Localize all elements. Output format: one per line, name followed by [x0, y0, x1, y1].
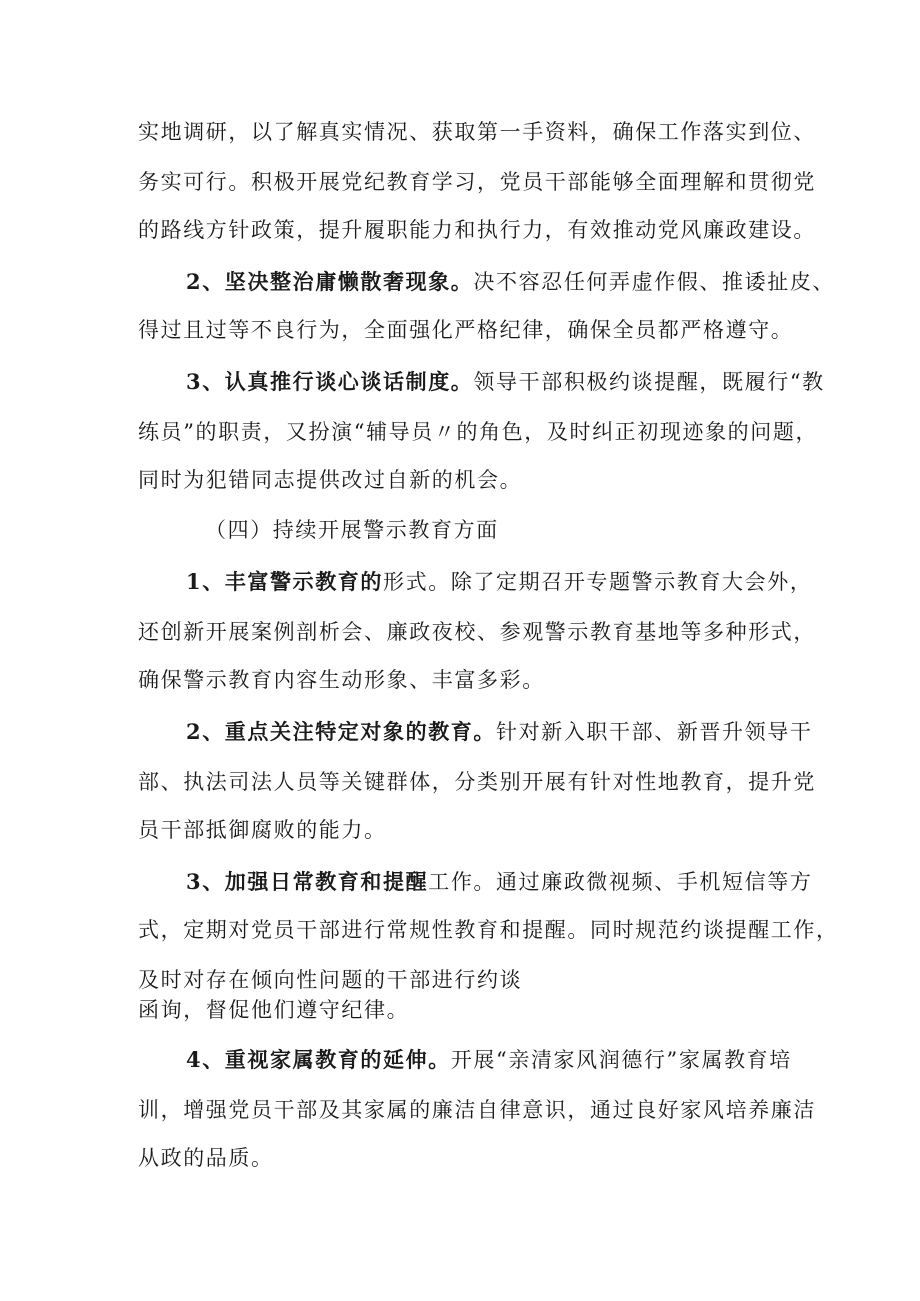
- line-text: 员干部抵御腐败的能力。: [138, 818, 387, 842]
- line-text: 工作。通过廉政微视频、手机短信等方: [428, 870, 813, 894]
- line-text: 函询，督促他们遵守纪律。: [138, 998, 410, 1022]
- paragraph-line: [138, 666, 545, 694]
- paragraph-line: [186, 868, 812, 896]
- line-text: 部、执法司法人员等关键群体，分类别开展有针对性地教育，提升党: [138, 770, 816, 794]
- line-text: 决不容忍任何弄虚作假、推诿扯皮、: [473, 270, 836, 294]
- paragraph-line: [138, 316, 793, 344]
- paragraph-line: [186, 718, 812, 746]
- line-text: 训，增强党员干部及其家属的廉洁自律意识，通过良好家风培养廉洁: [138, 1098, 816, 1122]
- paragraph-line: [138, 418, 818, 446]
- paragraph-line: [138, 916, 839, 944]
- line-text: 针对新入职干部、新晋升领导干: [496, 720, 813, 744]
- item-heading: 4、重视家属教育的延伸。: [186, 1047, 451, 1072]
- line-text: 实地调研，以了解真实情况、获取第一手资料，确保工作落实到位、: [138, 120, 816, 144]
- line-text: 开展“亲清家风润德行”家属教育培: [450, 1048, 792, 1072]
- paragraph-line: [138, 816, 387, 844]
- line-text: 形式。除了定期召开专题警示教育大会外，: [383, 570, 813, 594]
- paragraph-line: [138, 618, 816, 646]
- line-text: 的路线方针政策，提升履职能力和执行力，有效推动党风廉政建设。: [138, 218, 816, 242]
- item-heading: 2、坚决整治庸懒散奢现象。: [186, 269, 474, 294]
- line-text: 还创新开展案例剖析会、廉政夜校、参观警示教育基地等多种形式，: [138, 620, 816, 644]
- paragraph-line: [186, 268, 835, 296]
- line-text: 得过且过等不良行为，全面强化严格纪律，确保全员都严格遵守。: [138, 318, 794, 342]
- line-text: 确保警示教育内容生动形象、丰富多彩。: [138, 668, 545, 692]
- paragraph-line: [138, 1144, 274, 1172]
- paragraph-line: [186, 368, 825, 396]
- paragraph-line: [186, 568, 812, 596]
- section-title: （四）持续开展警示教育方面: [205, 518, 499, 542]
- paragraph-line: [186, 1046, 792, 1074]
- item-heading: 2、重点关注特定对象的教育。: [186, 719, 497, 744]
- paragraph-line: [138, 118, 816, 146]
- line-text: 及时对存在倾向性问题的干部进行约谈: [138, 968, 523, 992]
- line-text: 练员”的职责，又扮演“辅导员〃的角色，及时纠正初现迹象的问题，: [138, 420, 819, 444]
- item-heading: 3、认真推行谈心谈话制度。: [186, 369, 474, 394]
- section-heading: [205, 516, 499, 544]
- paragraph-line: [138, 966, 522, 994]
- item-heading: 1、丰富警示教育的: [186, 569, 384, 594]
- paragraph-line: [138, 168, 816, 196]
- paragraph-line: [138, 996, 409, 1024]
- line-text: 务实可行。积极开展党纪教育学习，党员干部能够全面理解和贯彻党: [138, 170, 816, 194]
- line-text: 式，定期对党员干部进行常规性教育和提醒。同时规范约谈提醒工作，: [138, 918, 839, 942]
- paragraph-line: [138, 1096, 816, 1124]
- item-heading: 3、加强日常教育和提醒: [186, 869, 429, 894]
- line-text: 领导干部积极约谈提醒，既履行“教: [473, 370, 825, 394]
- paragraph-line: [138, 768, 816, 796]
- paragraph-line: [138, 466, 522, 494]
- paragraph-line: [138, 216, 816, 244]
- line-text: 从政的品质。: [138, 1146, 274, 1170]
- line-text: 同时为犯错同志提供改过自新的机会。: [138, 468, 523, 492]
